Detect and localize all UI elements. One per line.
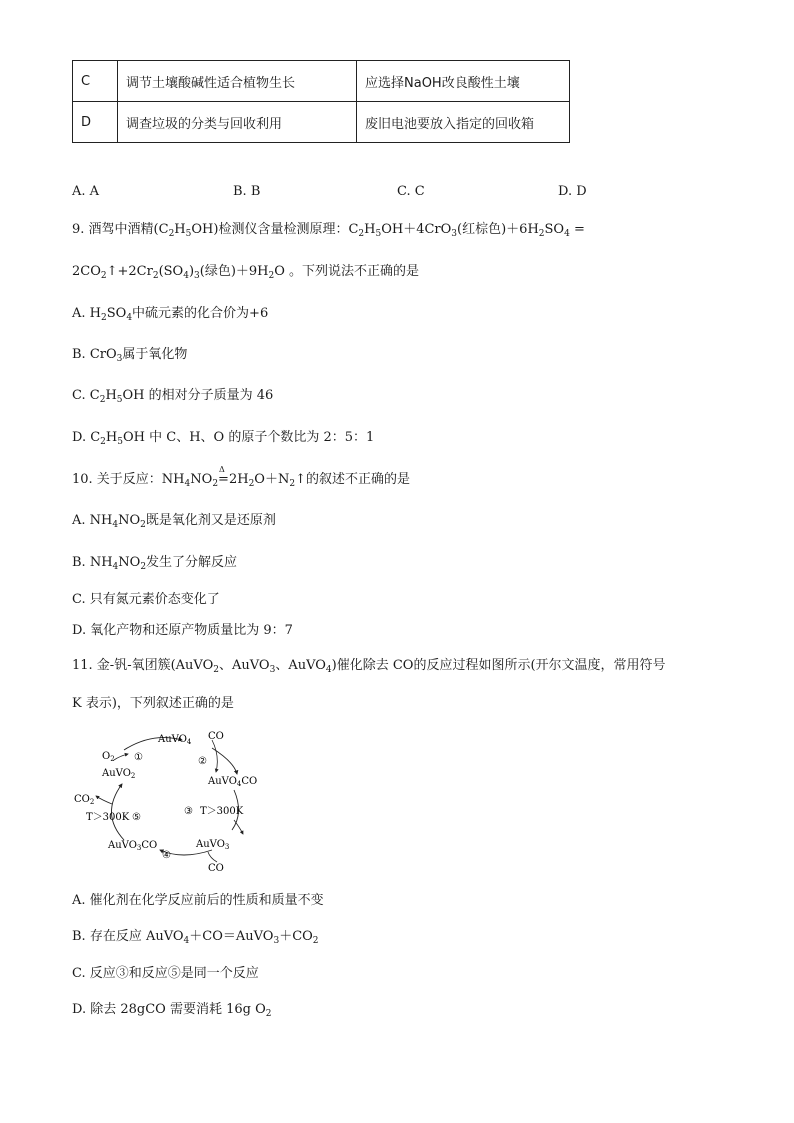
label-auvo4co: AuVO$_4$CO [208, 776, 258, 788]
q10-stem: 10. 关于反应：$NH_4NO_2$ Δ $=2H_2O+N_2↑$的叙述不正确的是 [72, 470, 410, 490]
table-cell-note: 废旧电池要放入指定的回收箱 [357, 102, 570, 143]
o2-in-arrow [114, 754, 128, 760]
label-temp-right: T＞300K [200, 806, 244, 817]
q8-choice-b[interactable]: B. B [233, 184, 261, 199]
label-o2: $O_2$ [102, 751, 115, 763]
label-auvo3: AuVO$_3$ [196, 839, 230, 851]
heat-symbol: Δ [219, 465, 225, 474]
q10-choice-b[interactable]: B. $NH_4NO_2$发生了分解反应 [72, 555, 238, 572]
q9-choice-c[interactable]: C. $C_2H_5OH$ 的相对分子质量为 46 [72, 388, 274, 405]
options-table [72, 60, 570, 143]
table-row [73, 102, 570, 143]
label-step3: ③ [184, 806, 193, 817]
label-step2: ② [198, 756, 207, 767]
label-step5: ⑤ [132, 812, 141, 823]
co2-out-arrow-right [234, 820, 243, 834]
q8-choice-c[interactable]: C. C [397, 184, 425, 199]
co-in-arrow-top [212, 740, 217, 772]
q9-stem-line2: $2CO_2↑+2Cr_2(SO_4)_3$(绿色)$+9H_2O$ 。下列说法不正确的是 [72, 264, 420, 281]
q10-choice-c[interactable]: C. 只有氮元素价态变化了 [72, 592, 220, 607]
co-in-arrow-bottom [208, 852, 217, 862]
q11-choice-a[interactable]: A. 催化剂在化学反应前后的性质和质量不变 [72, 893, 324, 908]
label-step4: ④ [162, 850, 171, 861]
q8-choice-a[interactable]: A. A [72, 184, 100, 199]
label-co2: $CO_2$ [74, 794, 95, 806]
q8-choice-d[interactable]: D. D [558, 184, 587, 199]
q11-choice-d[interactable]: D. 除去 28gCO 需要消耗 16g $O_2$ [72, 1002, 272, 1019]
label-co-bottom: CO [208, 863, 224, 874]
label-co-top: CO [208, 731, 224, 742]
table-cell-letter: C [73, 61, 118, 102]
table-cell-note: 应选择NaOH改良酸性土壤 [357, 61, 570, 102]
q9-choice-d[interactable]: D. $C_2H_5OH$ 中 C、H、O 的原子个数比为 2：5：1 [72, 430, 375, 447]
label-step1: ① [134, 752, 143, 763]
co2-out-arrow-left [96, 796, 112, 804]
q11-stem-line1: 11. 金-钒-氧团簇(AuVO$_2$、AuVO$_3$、AuVO$_4$)催化除去 CO的反应过程如图所示(开尔文温度，常用符号 [72, 658, 666, 675]
table-cell-letter: D [73, 102, 118, 143]
q9-choice-b[interactable]: B. CrO$_3$属于氧化物 [72, 347, 188, 364]
label-temp-left: T＞300K [86, 812, 130, 823]
q11-choice-b[interactable]: B. 存在反应 $AuVO_4+CO=AuVO_3+CO_2$ [72, 929, 319, 946]
q10-choice-a[interactable]: A. $NH_4NO_2$既是氧化剂又是还原剂 [72, 513, 276, 530]
q9-choice-a[interactable]: A. $H_2SO_4$中硫元素的化合价为+6 [72, 306, 269, 323]
label-auvo4: AuVO$_4$ [158, 734, 192, 746]
table-row [73, 61, 570, 102]
reaction-cycle-diagram [72, 728, 272, 878]
label-auvo3co: AuVO$_3$CO [108, 840, 158, 852]
label-auvo2: AuVO$_2$ [102, 768, 136, 780]
q11-choice-c[interactable]: C. 反应③和反应⑤是同一个反应 [72, 966, 259, 981]
q11-stem-line2: K 表示)，下列叙述正确的是 [72, 696, 234, 711]
q9-stem-line1: 9. 酒驾中酒精$(C_2H_5OH)$检测仪含量检测原理：$C_2H_5OH+4CrO_3$(红棕色)$+6H_2SO_4$ = [72, 222, 585, 239]
table-cell-item: 调节土壤酸碱性适合植物生长 [118, 61, 357, 102]
cycle-arc-right [212, 748, 237, 774]
table-cell-item: 调查垃圾的分类与回收利用 [118, 102, 357, 143]
q10-choice-d[interactable]: D. 氧化产物和还原产物质量比为 9：7 [72, 623, 293, 638]
